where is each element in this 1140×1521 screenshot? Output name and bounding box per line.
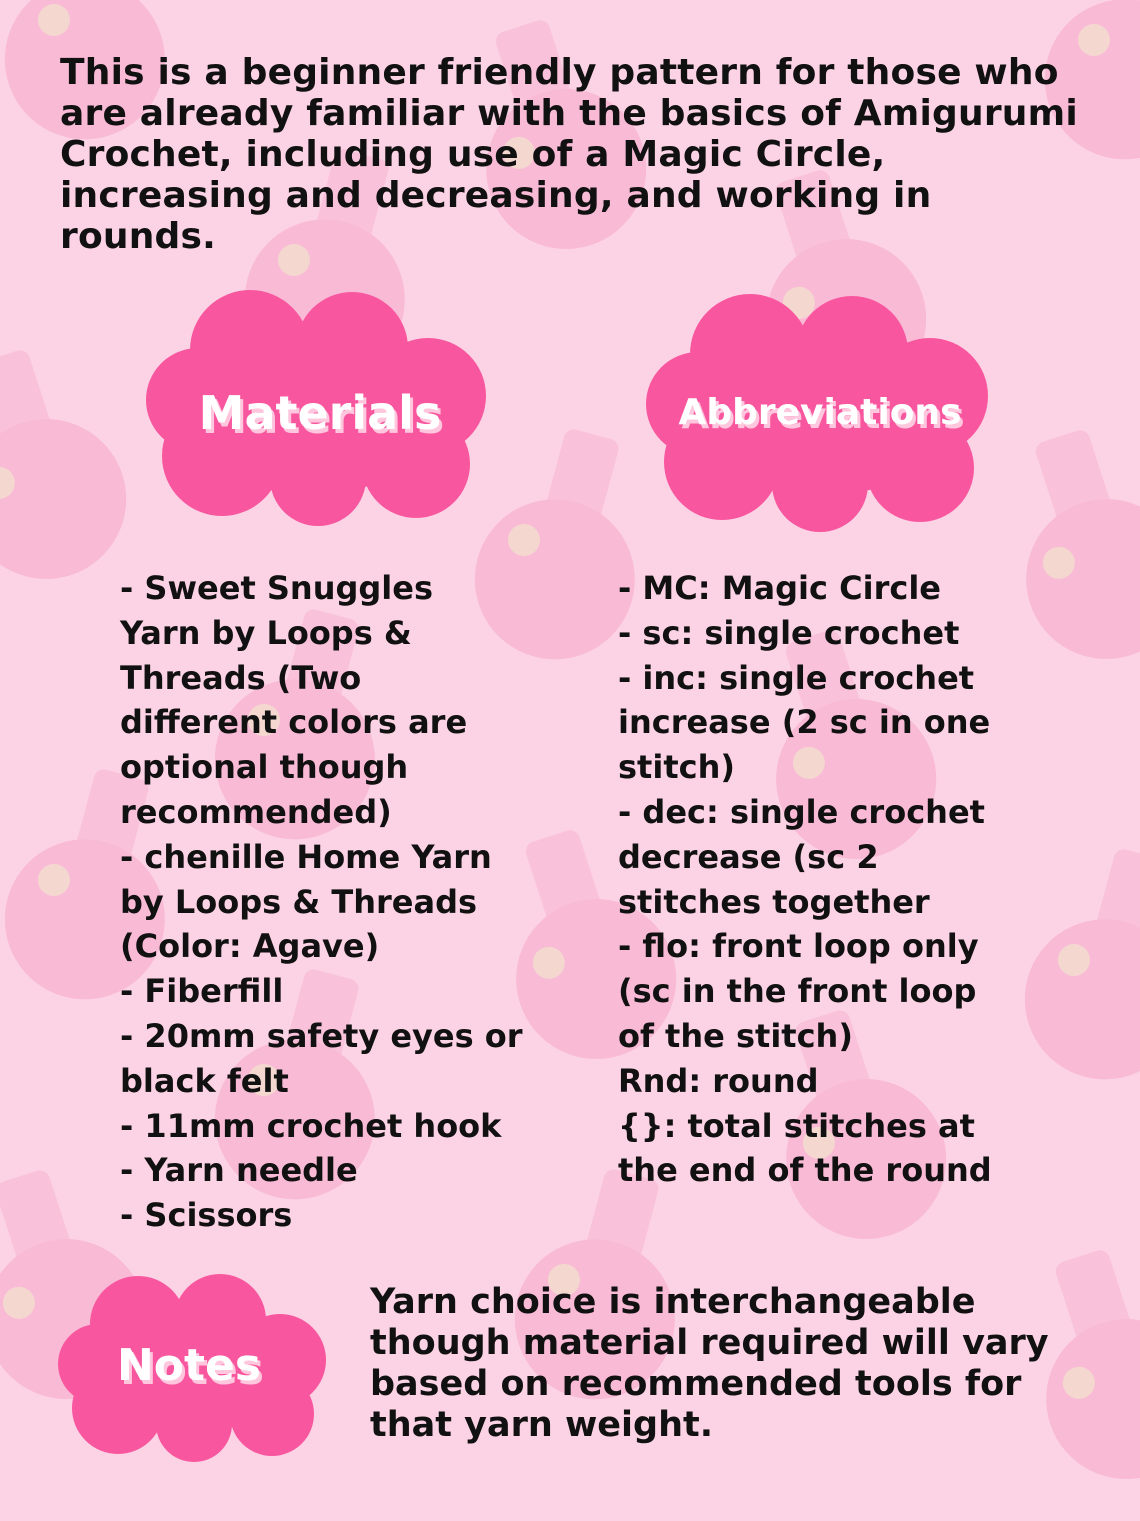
materials-badge xyxy=(140,288,500,528)
list-item: Threads (Two xyxy=(120,658,362,697)
list-item: - 20mm safety eyes or xyxy=(120,1016,523,1055)
list-item: of the stitch) xyxy=(618,1016,853,1055)
list-item: - Scissors xyxy=(120,1196,293,1235)
abbreviations-heading: Abbreviations xyxy=(678,392,962,433)
notes-text: Yarn choice is interchangeable though material required will vary based on recommended tools for that yarn weight. xyxy=(370,1282,1049,1445)
list-item: optional though xyxy=(120,748,409,787)
list-item: Yarn by Loops & xyxy=(120,613,412,652)
list-item: stitch) xyxy=(618,748,735,787)
list-item: (sc in the front loop xyxy=(618,972,977,1011)
notes-badge xyxy=(54,1272,334,1462)
list-item: increase (2 sc in one xyxy=(618,703,991,742)
materials-list xyxy=(120,566,590,1238)
list-item: - Yarn needle xyxy=(120,1151,358,1190)
list-item: (Color: Agave) xyxy=(120,927,380,966)
list-item: - Fiberfill xyxy=(120,972,284,1011)
materials-heading: Materials xyxy=(198,386,442,440)
abbreviations-badge xyxy=(640,292,1000,532)
list-item: recommended) xyxy=(120,792,392,831)
list-item: - flo: front loop only xyxy=(618,927,979,966)
list-item: - dec: single crochet xyxy=(618,792,985,831)
list-item: stitches together xyxy=(618,882,930,921)
abbreviations-list xyxy=(618,566,1118,1193)
list-item: {}: total stitches at xyxy=(618,1106,975,1145)
list-item: - 11mm crochet hook xyxy=(120,1106,502,1145)
list-item: by Loops & Threads xyxy=(120,882,478,921)
list-item: - sc: single crochet xyxy=(618,613,960,652)
list-item: - chenille Home Yarn xyxy=(120,837,492,876)
list-item: black felt xyxy=(120,1061,289,1100)
list-item: the end of the round xyxy=(618,1151,992,1190)
list-item: - inc: single crochet xyxy=(618,658,975,697)
list-item: - MC: Magic Circle xyxy=(618,569,941,607)
list-item: - Sweet Snuggles xyxy=(120,569,434,607)
notes-heading: Notes xyxy=(116,1340,262,1391)
list-item: different colors are xyxy=(120,703,468,742)
intro-paragraph: This is a beginner friendly pattern for those who are already familiar with the basics of Amigurumi Crochet, including use of a Magic Circle, increasing and decreasing, and working in rounds. xyxy=(60,52,1078,257)
list-item: decrease (sc 2 xyxy=(618,837,879,876)
list-item: Rnd: round xyxy=(618,1061,819,1100)
flask-motif xyxy=(0,332,147,600)
